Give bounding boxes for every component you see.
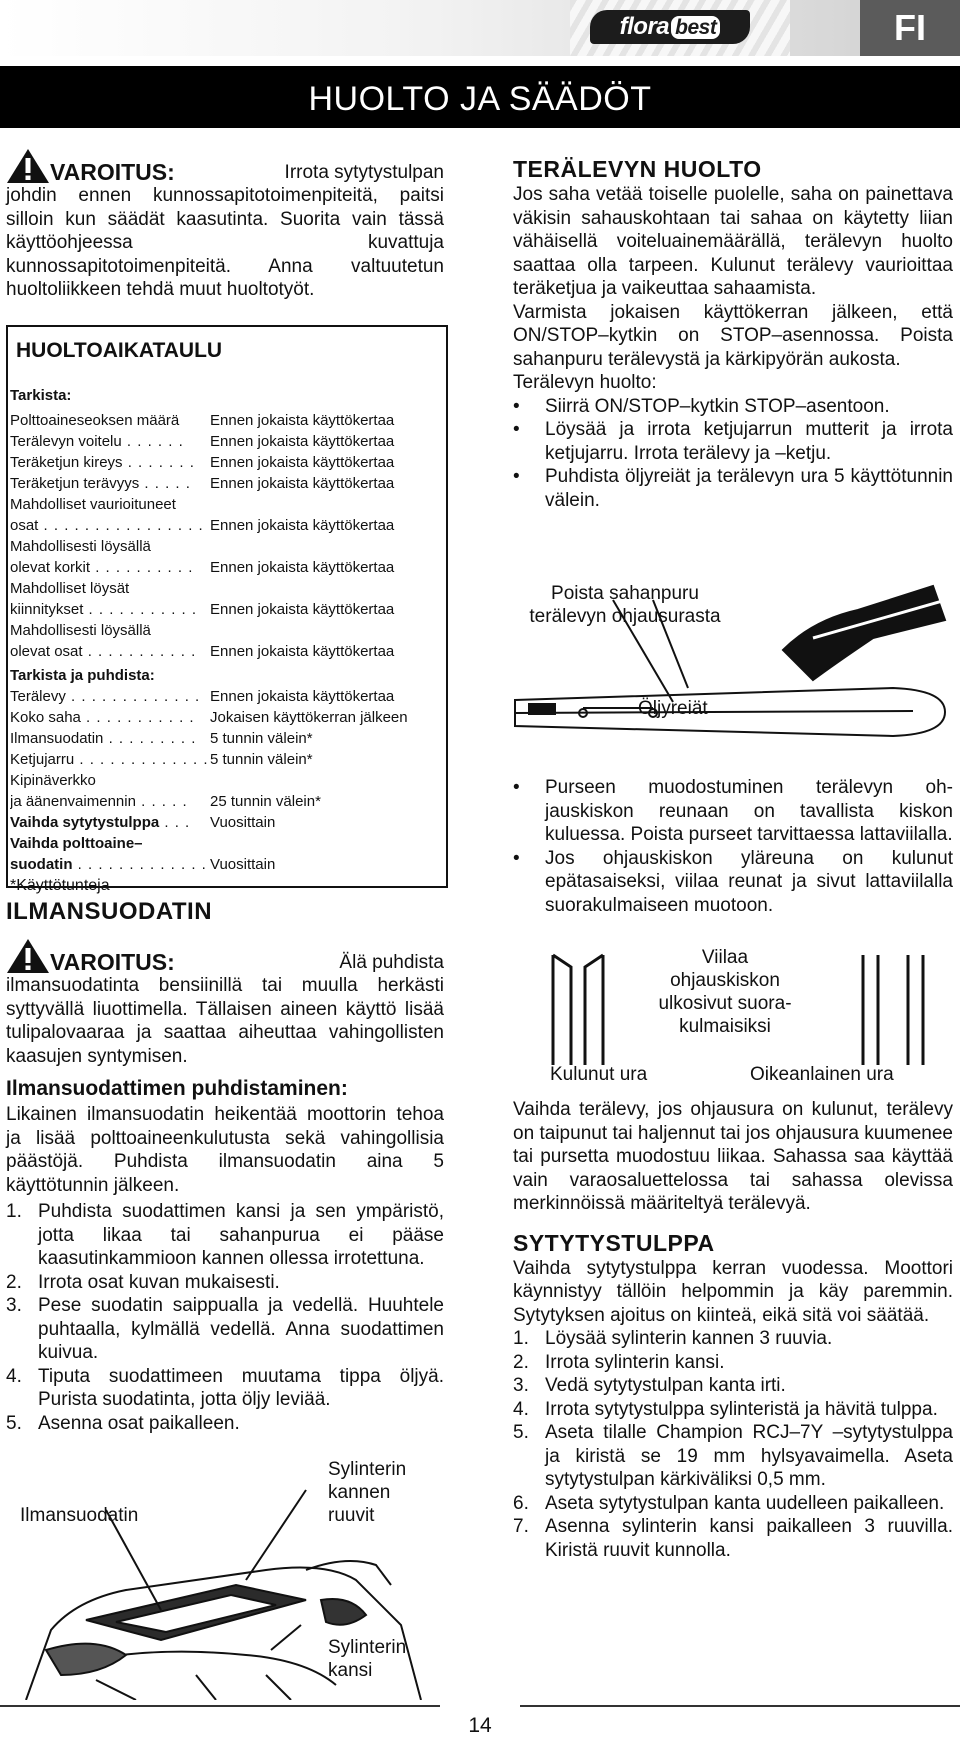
brand-logo — [590, 10, 750, 44]
warning-heading: VAROITUS: — [50, 948, 175, 975]
bar-paragraph-4: Vaihda terälevy, jos ohjausura on kulunut, terälevy on taipunut tai haljennut tai jos ohjausura kuumenee tai pursetta muodostuu liikaa. Sahassa saa käyttää vain varaosaluettelossa tai sahassa olevissa merkinnöissä määriteltyä terälevyä. — [513, 1099, 953, 1214]
check-rows — [10, 410, 446, 662]
list-number: 4. — [513, 1398, 529, 1420]
row-interval: 25 tunnin välein* — [210, 793, 321, 810]
list-text: Pese suodatin saippualla ja vedellä. Huuhtele puhtaalla, kylmällä vedellä. Anna suodattimen kuivua. — [38, 1295, 444, 1363]
row-item: Teräketjun terävyys . . . . . — [10, 475, 191, 492]
row-interval: Ennen jokaista käyttökertaa — [210, 559, 395, 576]
list-text: Aseta tilalle Champion RCJ–7Y –sytytystulppa ja kiristä se 19 mm hylsyavaimella. Aseta sytytystulpan kärkiväliksi 0,5 mm. — [545, 1422, 953, 1490]
table-row — [10, 620, 446, 641]
table-row: suodatin . . . . . . . . . . . . . Vuosittain — [10, 856, 276, 873]
list-number: 5. — [513, 1422, 529, 1443]
bar-heading: TERÄLEVYN HUOLTO — [513, 156, 762, 182]
table-row — [10, 431, 446, 452]
bar-maintenance-section — [513, 156, 953, 512]
list-text: Irrota sylinterin kansi. — [545, 1351, 725, 1373]
list-number: 6. — [513, 1492, 529, 1514]
row-interval: 5 tunnin välein* — [210, 751, 313, 768]
row-item: ja äänenvaimennin . . . . . — [10, 793, 188, 810]
page-number: 14 — [468, 1714, 492, 1737]
bullet-icon: • — [513, 777, 520, 798]
brand-main: flora — [619, 13, 670, 40]
row-label: Mahdolliset vaurioituneet — [10, 496, 176, 513]
warning-body: ilmansuodatinta bensiinillä tai muulla herkästi syttyvällä liuottimella. Tällaisen aineen käyttö lisää tulipalovaaraa ja saattaa aiheuttaa vahingollisten kaasujen syntymisen. — [6, 975, 444, 1067]
list-item — [513, 395, 953, 419]
list-number: 4. — [6, 1365, 22, 1387]
label-air-filter: Ilmansuodatin — [20, 1505, 139, 1526]
label-oil-holes: Öljyreiät — [638, 698, 708, 719]
table-row — [10, 473, 446, 494]
spark-intro: Vaihda sytytystulppa kerran vuodessa. Moottori käynnistyy tällöin helpommin ja käy paremmin. Sytytyksen ajoitus on kiinteä, eikä sitä voi säätää. — [513, 1257, 953, 1326]
warning-safety — [6, 150, 444, 302]
list-text: Puhdista öljyreiät ja terälevyn ura 5 käyttötunnin välein. — [545, 466, 953, 511]
list-text: Asenna sylinterin kansi paikalleen 3 ruuvilla. Kiristä ruuvit kunnolla. — [545, 1516, 953, 1561]
label-cover-screws: Sylinterin kannen ruuvit — [328, 1459, 407, 1526]
list-text: Löysää sylinterin kannen 3 ruuvia. — [545, 1328, 833, 1349]
row-label: Mahdollisesti löysällä — [10, 622, 151, 639]
list-number: 3. — [6, 1295, 22, 1316]
schedule-header — [8, 327, 446, 375]
list-item — [513, 847, 953, 918]
page-title: HUOLTO JA SÄÄDÖT — [308, 80, 652, 118]
label-worn-groove: Kulunut ura — [550, 1064, 648, 1085]
list-text: Purseen muodostuminen terälevyn ohjauskiskon reunaan on tavallista kiskon kuluessa. Poista purseet tarvittaessa lattaviilalla. — [545, 777, 953, 845]
list-item — [513, 1374, 953, 1398]
row-interval: Jokaisen käyttökerran jälkeen — [210, 709, 408, 726]
row-interval: Ennen jokaista käyttökertaa — [210, 517, 395, 534]
list-item — [6, 1200, 444, 1271]
table-row — [10, 770, 446, 791]
list-text: Asenna osat paikalleen. — [38, 1412, 240, 1434]
list-item — [513, 418, 953, 465]
bullet-icon: • — [513, 419, 520, 440]
list-item — [513, 1398, 953, 1422]
row-item: Terälevyn voitelu . . . . . . — [10, 433, 184, 450]
table-row: Vaihda sytytystulppa . . . Vuosittain — [10, 814, 276, 831]
bar-bullets-2 — [513, 776, 953, 917]
table-row: Vaihda polttoaine– — [10, 835, 143, 852]
list-item — [6, 1412, 444, 1436]
list-item — [513, 1421, 953, 1492]
check-heading: Tarkista: — [10, 387, 72, 404]
row-item: Koko saha . . . . . . . . . . . — [10, 709, 195, 726]
row-item: olevat korkit . . . . . . . . . . — [10, 559, 194, 576]
bar-paragraph-1: Jos saha vetää toiselle puolelle, saha on painettava väkisin sahauskohtaan tai sahaa on käytetty liian vähäisellä voiteluainemäärällä, terälevyn huolto saattaa olla tarpeen. Kulunut terälevy vaurioittaa teräketjua ja vaikeuttaa sahaamista. — [513, 184, 953, 299]
bar-bullets — [513, 395, 953, 513]
header-background — [0, 0, 960, 56]
row-interval: Ennen jokaista käyttökertaa — [210, 601, 395, 618]
schedule-table — [10, 385, 446, 896]
list-text: Aseta sytytystulpan kanta uudelleen paikalleen. — [545, 1492, 945, 1514]
row-interval: Ennen jokaista käyttökertaa — [210, 433, 395, 450]
row-interval: Ennen jokaista käyttökertaa — [210, 475, 395, 492]
row-label: Kipinäverkko — [10, 772, 96, 789]
warning-triangle-icon — [6, 938, 50, 974]
language-tab: FI — [894, 7, 926, 48]
row-item: Teräketjun kireys . . . . . . . — [10, 454, 195, 471]
row-item: osat . . . . . . . . . . . . . . . . — [10, 517, 204, 534]
row-interval: Ennen jokaista käyttökertaa — [210, 412, 395, 429]
list-item — [6, 1365, 444, 1412]
list-number: 1. — [6, 1201, 22, 1222]
table-row — [10, 536, 446, 557]
table-row — [10, 791, 446, 812]
list-item — [6, 1271, 444, 1295]
row-interval: Ennen jokaista käyttökertaa — [210, 454, 395, 471]
table-row — [10, 557, 446, 578]
table-row — [10, 410, 446, 431]
list-text: Puhdista suodattimen kansi ja sen ympäristö, jotta likaa tai sahanpurua ei pääse kaasutinkammioon kannen ollessa irrotettuna. — [38, 1201, 444, 1269]
row-item: Polttoaineseoksen määrä — [10, 412, 180, 429]
label-file-edges: Viilaa ohjauskiskon ulkosivut suorakulmaisiksi — [658, 947, 792, 1037]
table-row — [10, 728, 446, 749]
list-number: 7. — [513, 1516, 529, 1537]
table-row — [10, 641, 446, 662]
bar-paragraph-2: Varmista jokaisen käyttökerran jälkeen, että ON/STOP–kytkin on STOP–asennossa. Poista sahanpuru terälevystä ja kärkipyörän aukosta. — [513, 301, 953, 370]
list-text: Tiputa suodattimeen muutama tippa öljyä. Purista suodatinta, jotta öljy leviää. — [38, 1365, 444, 1410]
spark-plug-section — [513, 1098, 953, 1562]
table-row — [10, 452, 446, 473]
warning-heading: VAROITUS: — [50, 158, 175, 185]
air-filter-heading: ILMANSUODATIN — [6, 898, 213, 925]
bullet-icon: • — [513, 466, 520, 487]
table-row — [10, 707, 446, 728]
list-text: Irrota osat kuvan mukaisesti. — [38, 1271, 280, 1293]
footer-rule-right — [520, 1705, 960, 1707]
list-item — [513, 776, 953, 847]
spark-heading: SYTYTYSTULPPA — [513, 1229, 715, 1256]
warning-lead: Älä puhdista — [339, 951, 444, 973]
list-number: 3. — [513, 1375, 529, 1396]
row-item: Terälevy . . . . . . . . . . . . . — [10, 688, 201, 705]
cleaning-steps — [6, 1200, 444, 1435]
list-item — [513, 1327, 953, 1351]
list-text: Siirrä ON/STOP–kytkin STOP–asentoon. — [545, 395, 890, 417]
list-item — [513, 1492, 953, 1516]
table-row — [10, 749, 446, 770]
warning-lead: Irrota sytytystulpan — [284, 161, 444, 183]
clean-heading: Tarkista ja puhdista: — [10, 667, 155, 684]
schedule-title: HUOLTOAIKATAULU — [16, 339, 223, 362]
label-correct-groove: Oikeanlainen ura — [750, 1064, 894, 1085]
list-item — [513, 1515, 953, 1562]
row-item: kiinnitykset . . . . . . . . . . . — [10, 601, 198, 618]
warning-air-filter — [6, 940, 444, 1068]
list-text: Löysää ja irrota ketjujarrun mutterit ja irrota ketjujarru. Irrota terälevy ja –ketju. — [545, 419, 953, 464]
spark-steps — [513, 1327, 953, 1562]
row-label: Mahdollisesti löysällä — [10, 538, 151, 555]
bar-paragraph-3: Terälevyn huolto: — [513, 372, 657, 393]
list-item — [6, 1294, 444, 1365]
row-label: Mahdolliset löysät — [10, 580, 130, 597]
row-interval: Ennen jokaista käyttökertaa — [210, 643, 395, 660]
warning-triangle-icon — [6, 148, 50, 184]
row-item: olevat osat . . . . . . . . . . . — [10, 643, 197, 660]
footer-rule-left — [0, 1705, 440, 1707]
row-interval: 5 tunnin välein* — [210, 730, 313, 747]
list-number: 5. — [6, 1412, 22, 1434]
brand-sub: best — [671, 16, 720, 39]
list-number: 1. — [513, 1328, 529, 1349]
list-number: 2. — [6, 1271, 22, 1293]
list-item — [513, 465, 953, 512]
warning-body: johdin ennen kunnossapitotoimenpiteitä, paitsi silloin kun säädät kaasutinta. Suorita vain tässä käyttöohjeessa kuvattuja kunnossapitotoimenpiteitä. Anna valtuutetun huoltoliikkeen tehdä muut huoltotyöt. — [6, 185, 444, 300]
table-row — [10, 599, 446, 620]
clean-rows — [10, 686, 446, 812]
list-text: Jos ohjauskiskon yläreuna on kulunut epätasaiseksi, viilaa reunat ja sivut lattaviilalla suorakulmaiseen muotoon. — [545, 847, 953, 916]
row-item: Ketjujarru . . . . . . . . . . . . . — [10, 751, 209, 768]
row-item: Ilmansuodatin . . . . . . . . . — [10, 730, 197, 747]
table-row — [10, 515, 446, 536]
table-row — [10, 686, 446, 707]
list-number: 2. — [513, 1351, 529, 1373]
list-item — [513, 1351, 953, 1375]
label-cylinder-cover: Sylinterin kansi — [328, 1637, 407, 1681]
cleaning-heading: Ilmansuodattimen puhdistaminen: — [6, 1077, 348, 1100]
table-row — [10, 578, 446, 599]
table-row — [10, 494, 446, 515]
cleaning-intro: Likainen ilmansuodatin heikentää moottorin tehoa ja lisää polttoaineenkulutusta sekä vahingollisia päästöjä. Puhdista ilmansuodatin aina 5 käyttötunnin jälkeen. — [6, 1104, 444, 1196]
list-text: Vedä sytytystulpan kanta irti. — [545, 1375, 786, 1396]
schedule-footnote: *Käyttötunteja — [10, 877, 110, 894]
list-text: Irrota sytytystulppa sylinteristä ja hävitä tulppa. — [545, 1398, 938, 1420]
row-interval: Ennen jokaista käyttökertaa — [210, 688, 395, 705]
bullet-icon: • — [513, 847, 520, 869]
label-remove-sawdust: Poista sahanpuru terälevyn ohjausurasta — [529, 583, 721, 627]
bullet-icon: • — [513, 395, 520, 417]
